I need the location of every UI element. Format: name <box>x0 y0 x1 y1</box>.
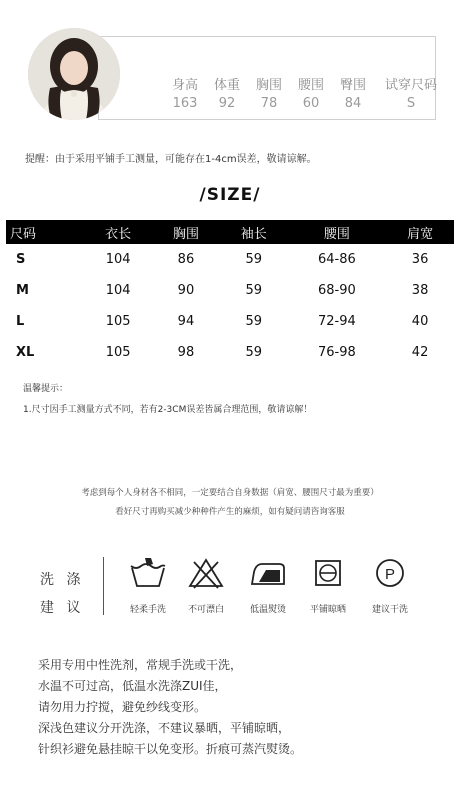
col-shoulder: 肩宽 <box>386 220 454 244</box>
care-label: 平铺晾晒 <box>309 605 346 615</box>
care-iron-low <box>238 556 298 615</box>
cell-length: 104 <box>105 283 131 298</box>
value-waist: 60 <box>302 96 320 111</box>
warm-tips-title: 温馨提示： <box>23 384 69 394</box>
cell-waist: 72-94 <box>318 314 356 329</box>
cell-waist: 64-86 <box>318 252 356 267</box>
care-label: 低温熨烫 <box>249 605 286 615</box>
instruction-line: 请勿用力拧搅，避免纱线变形。 <box>38 700 207 714</box>
cell-shoulder: 40 <box>411 314 429 329</box>
cell-waist: 68-90 <box>318 283 356 298</box>
table-row <box>6 306 454 337</box>
model-value-row <box>164 93 448 111</box>
care-label: 不可漂白 <box>187 605 224 615</box>
cell-shoulder: 42 <box>411 345 429 360</box>
measurement-reminder: 提醒：由于采用平铺手工测量，可能存在1-4cm误差，敬请谅解。 <box>25 154 317 165</box>
instruction-line: 针织衫避免悬挂晾干以免变形。折痕可蒸汽熨烫。 <box>38 742 303 756</box>
model-avatar <box>28 28 120 120</box>
col-sleeve: 袖长 <box>220 220 288 244</box>
svg-text:P: P <box>384 566 396 583</box>
col-bust: 胸围 <box>152 220 220 244</box>
dry-flat-icon <box>308 556 348 590</box>
model-card <box>28 28 440 118</box>
size-table <box>6 220 454 368</box>
instruction-line: 深浅色建议分开洗涤，不建议暴晒，平铺晾晒， <box>38 721 291 735</box>
value-hip: 84 <box>344 96 362 111</box>
care-no-bleach <box>176 556 236 615</box>
cell-bust: 86 <box>177 252 195 267</box>
cell-shoulder: 38 <box>411 283 429 298</box>
no-bleach-icon <box>186 556 226 590</box>
hand-wash-icon <box>128 556 168 590</box>
cell-length: 105 <box>105 314 131 329</box>
model-header-row <box>164 74 448 93</box>
care-dry-flat <box>298 556 358 615</box>
value-bust: 78 <box>260 96 278 111</box>
cell-sleeve: 59 <box>245 252 263 267</box>
header-waist: 腰围 <box>297 78 324 93</box>
table-row <box>6 337 454 368</box>
care-instructions <box>38 655 302 760</box>
wash-title-line1: 洗 涤 <box>40 572 85 588</box>
wash-advice-title <box>40 566 84 622</box>
cell-bust: 90 <box>177 283 195 298</box>
cell-length: 104 <box>105 252 131 267</box>
cell-size: S <box>16 252 26 267</box>
value-weight: 92 <box>218 96 236 111</box>
value-height: 163 <box>172 96 198 111</box>
model-measure-table <box>164 74 448 111</box>
header-weight: 体重 <box>213 78 240 93</box>
cell-waist: 76-98 <box>318 345 356 360</box>
col-waist: 腰围 <box>288 220 386 244</box>
care-label: 建议干洗 <box>371 605 408 615</box>
care-label: 轻柔手洗 <box>129 605 166 615</box>
cell-size: XL <box>16 345 35 360</box>
col-length: 衣长 <box>84 220 152 244</box>
header-hip: 臀围 <box>339 78 366 93</box>
cell-length: 105 <box>105 345 131 360</box>
cell-size: L <box>16 314 25 329</box>
table-row <box>6 244 454 275</box>
col-size: 尺码 <box>6 220 84 244</box>
value-fit-size: S <box>406 96 416 111</box>
cell-sleeve: 59 <box>245 283 263 298</box>
cell-bust: 98 <box>177 345 195 360</box>
header-height: 身高 <box>171 78 198 93</box>
size-title: /SIZE/ <box>199 185 261 205</box>
wash-title-line2: 建 议 <box>40 600 85 616</box>
size-table-header <box>6 220 454 244</box>
care-hand-wash <box>118 556 178 615</box>
table-row <box>6 275 454 306</box>
iron-low-icon <box>246 556 290 590</box>
cell-shoulder: 36 <box>411 252 429 267</box>
cell-size: M <box>16 283 29 298</box>
fit-note-2: 看好尺寸再购买减少种种件产生的麻烦，如有疑问请咨询客服 <box>115 507 345 517</box>
care-dry-clean <box>360 556 420 615</box>
cell-sleeve: 59 <box>245 314 263 329</box>
cell-sleeve: 59 <box>245 345 263 360</box>
dry-clean-icon <box>370 556 410 590</box>
instruction-line: 采用专用中性洗剂，常规手洗或干洗， <box>38 658 243 672</box>
cell-bust: 94 <box>177 314 195 329</box>
fit-note-1: 考虑到每个人身材各不相同，一定要结合自身数据（肩宽、腰围尺寸最为重要） <box>81 488 379 498</box>
instruction-line: 水温不可过高，低温水洗涤ZUI佳， <box>38 679 227 693</box>
wash-divider <box>103 557 104 615</box>
warm-tip-text: 1.尺寸因手工测量方式不同，若有2-3CM误差皆属合理范围，敬请谅解！ <box>23 405 313 415</box>
header-bust: 胸围 <box>255 78 282 93</box>
header-fit-size: 试穿尺码 <box>384 78 437 93</box>
